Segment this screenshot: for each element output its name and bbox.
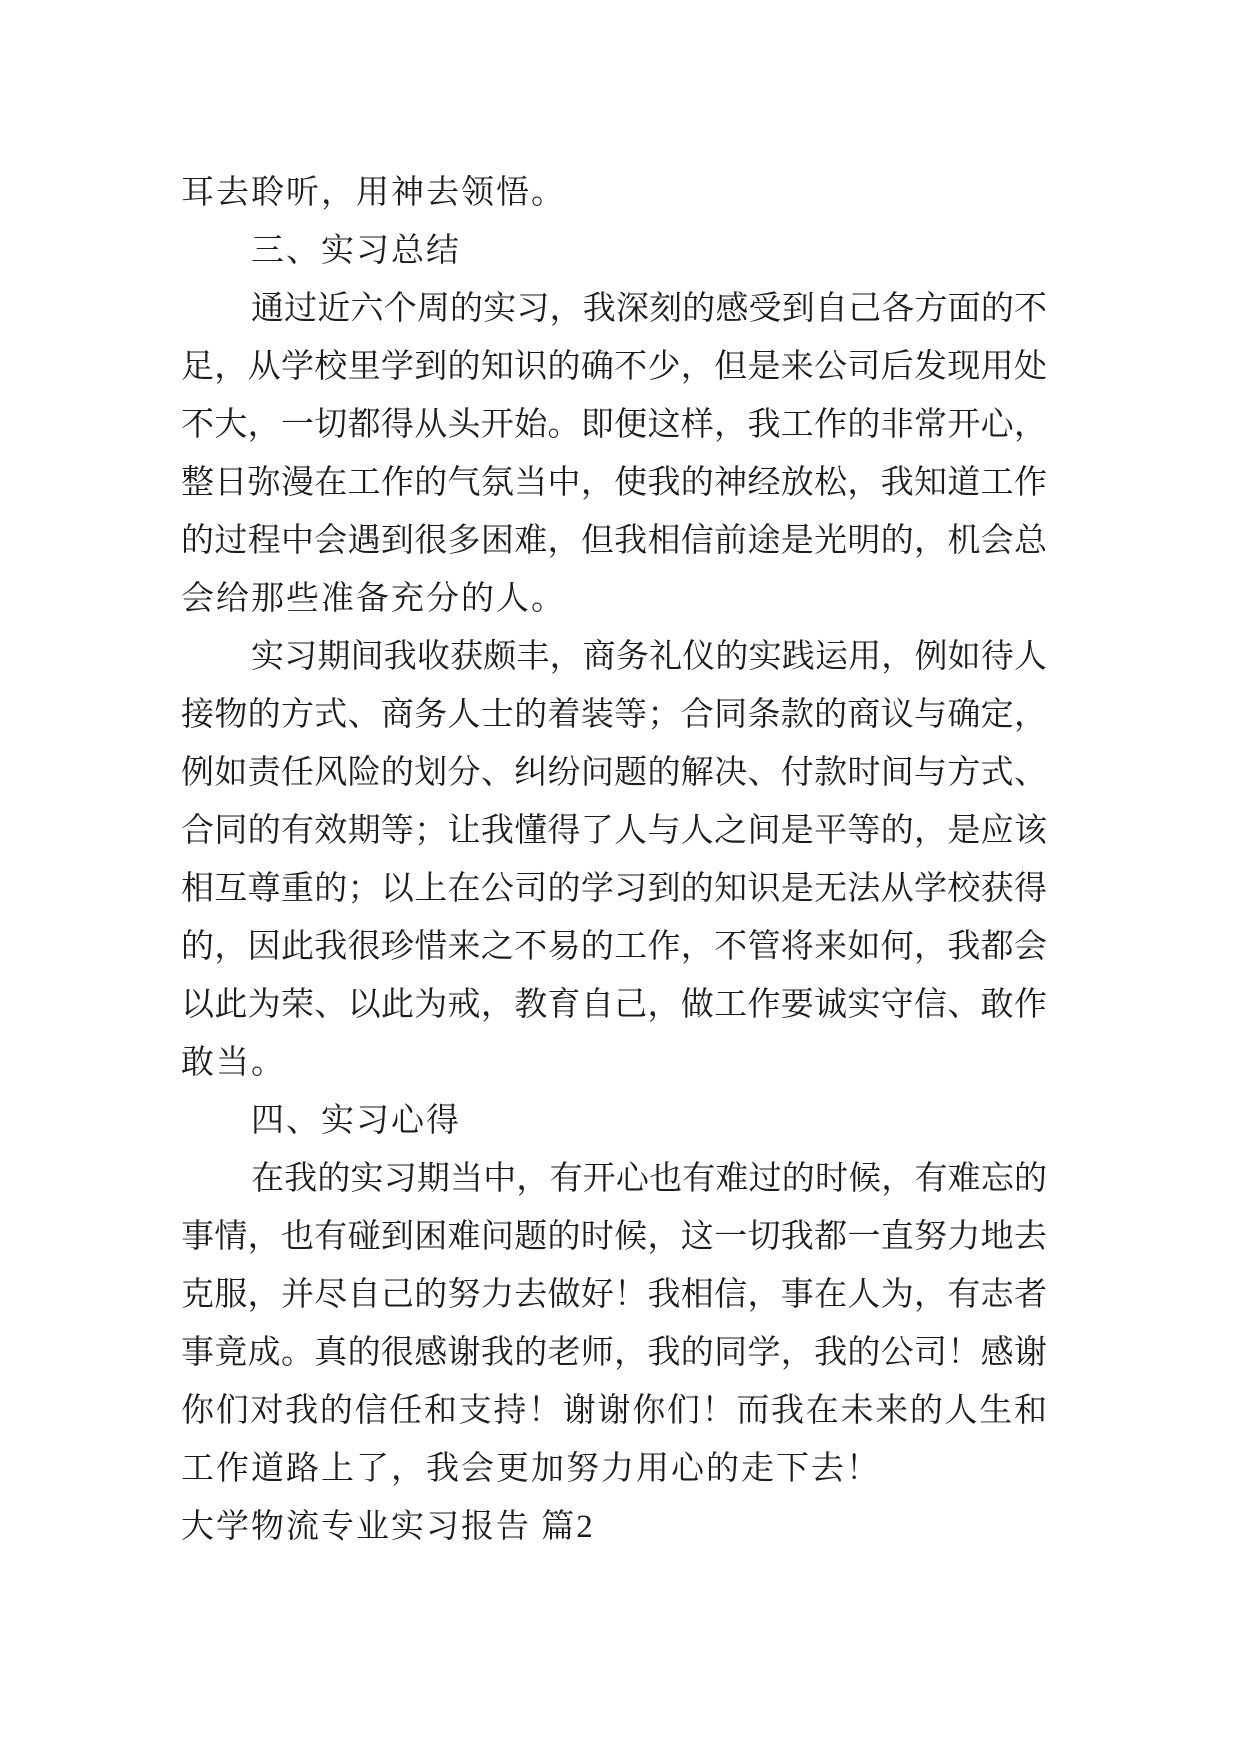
text-line: 耳去聆听，用神去领悟。 (181, 175, 566, 211)
text-line: 足，从学校里学到的知识的确不少，但是来公司后发现用处 (181, 349, 1047, 385)
text-line: 的，因此我很珍惜来之不易的工作，不管将来如何，我都会 (181, 929, 1047, 965)
text-line: 事竟成。真的很感谢我的老师，我的同学，我的公司！感谢 (181, 1335, 1047, 1371)
text-line: 的过程中会遇到很多困难，但我相信前途是光明的，机会总 (181, 523, 1047, 559)
text-line: 不大，一切都得从头开始。即便这样，我工作的非常开心， (181, 407, 1047, 443)
section-heading-3: 三、实习总结 (251, 233, 461, 269)
text-line: 工作道路上了，我会更加努力用心的走下去！ (181, 1451, 881, 1487)
text-line: 通过近六个周的实习，我深刻的感受到自己各方面的不 (251, 291, 1047, 327)
text-line: 会给那些准备充分的人。 (181, 581, 566, 617)
text-line: 实习期间我收获颇丰，商务礼仪的实践运用，例如待人 (251, 639, 1047, 675)
text-line: 以此为荣、以此为戒，教育自己，做工作要诚实守信、敢作 (181, 987, 1047, 1023)
next-report-heading: 大学物流专业实习报告 篇2 (181, 1509, 595, 1545)
text-block (181, 164, 1047, 1556)
section-heading-4: 四、实习心得 (251, 1103, 461, 1139)
text-line: 你们对我的信任和支持！谢谢你们！而我在未来的人生和 (181, 1393, 1047, 1429)
text-line: 敢当。 (181, 1045, 286, 1081)
text-line: 合同的有效期等；让我懂得了人与人之间是平等的，是应该 (181, 813, 1047, 849)
text-line: 事情，也有碰到困难问题的时候，这一切我都一直努力地去 (181, 1219, 1047, 1255)
text-line: 在我的实习期当中，有开心也有难过的时候，有难忘的 (251, 1161, 1047, 1197)
text-line: 克服，并尽自己的努力去做好！我相信，事在人为，有志者 (181, 1277, 1047, 1313)
text-line: 整日弥漫在工作的气氛当中，使我的神经放松，我知道工作 (181, 465, 1047, 501)
text-line: 接物的方式、商务人士的着装等；合同条款的商议与确定， (181, 697, 1047, 733)
text-line: 例如责任风险的划分、纠纷问题的解决、付款时间与方式、 (181, 755, 1047, 791)
text-line: 相互尊重的；以上在公司的学习到的知识是无法从学校获得 (181, 871, 1047, 907)
